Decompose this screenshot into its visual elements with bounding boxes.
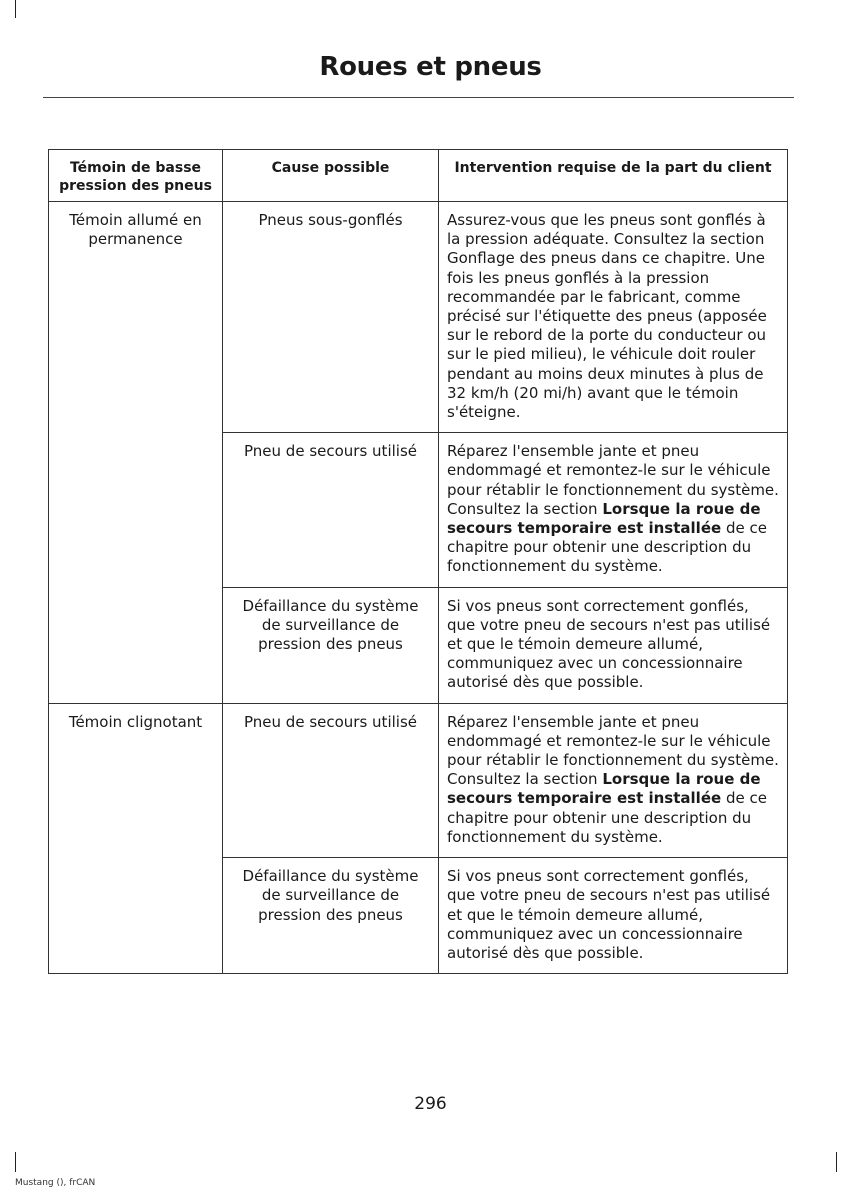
action-text: Réparez l'ensemble jante et pneu endommagé et remontez-le sur le véhicule pour rétablir le fonctionnement du système. Consultez la section [447,442,779,518]
indicator-cell [49,587,223,703]
table-row [49,433,788,587]
action-text: Réparez l'ensemble jante et pneu endommagé et remontez-le sur le véhicule pour rétablir le fonctionnement du système. Consultez la section [447,712,779,789]
indicator-cell: Témoin clignotant [49,703,223,857]
crop-mark-bottom-left [15,1152,16,1172]
action-cell [439,587,788,703]
page-number: 296 [414,1094,447,1114]
cause-cell: Pneu de secours utilisé [223,703,439,857]
action-text-end: de ce chapitre pour obtenir une description du fonctionnement du système. [447,519,767,576]
cause-cell: Défaillance du système de surveillance de pression des pneus [223,587,439,703]
header-indicator: Témoin de basse pression des pneus [49,150,223,202]
table-row [49,703,788,857]
indicator-cell [49,858,223,974]
footer-model-label: Mustang (), frCAN [15,1178,96,1188]
action-bold-ref: Lorsque la roue de secours temporaire est installée [447,499,761,538]
table-row [49,202,788,433]
indicator-cell [49,433,223,587]
action-text: Assurez-vous que les pneus sont gonflés à la pression adéquate. Consultez la section Gonflage des pneus dans ce chapitre. Une fois les pneus gonflés à la pression recommandée par le fabricant, comme précisé sur l'étiquette des pneus (apposée sur le rebord de la porte du conducteur ou sur le pied milieu), le véhicule doit rouler pendant au moins deux minutes à plus de 32 km/h (20 mi/h) avant que le témoin s'éteigne. [447,211,767,422]
crop-mark-bottom-right [836,1152,837,1172]
table-header-row [49,150,788,202]
tpms-warning-table [48,149,788,974]
action-cell [439,433,788,587]
action-cell [439,858,788,974]
action-text: Si vos pneus sont correctement gonflés, que votre pneu de secours n'est pas utilisé et que le témoin demeure allumé, communiquez avec un concessionnaire autorisé dès que possible. [447,867,771,962]
action-cell [439,202,788,433]
cause-cell: Pneus sous-gonflés [223,202,439,433]
action-bold-ref: Lorsque la roue de secours temporaire est installée [447,770,761,808]
action-cell [439,703,788,857]
table-row [49,587,788,703]
action-text: Si vos pneus sont correctement gonflés, que votre pneu de secours n'est pas utilisé et que le témoin demeure allumé, communiquez avec un concessionnaire autorisé dès que possible. [447,596,771,692]
title-divider [43,97,794,98]
page-title: Roues et pneus [319,52,542,82]
header-cause: Cause possible [223,150,439,202]
indicator-cell: Témoin allumé en permanence [49,202,223,433]
table-row [49,858,788,974]
action-text-end: de ce chapitre pour obtenir une description du fonctionnement du système. [447,789,767,846]
cause-cell: Pneu de secours utilisé [223,433,439,587]
crop-mark-top-left [15,0,16,18]
cause-cell: Défaillance du système de surveillance de pression des pneus [223,858,439,974]
header-action: Intervention requise de la part du client [439,150,788,202]
